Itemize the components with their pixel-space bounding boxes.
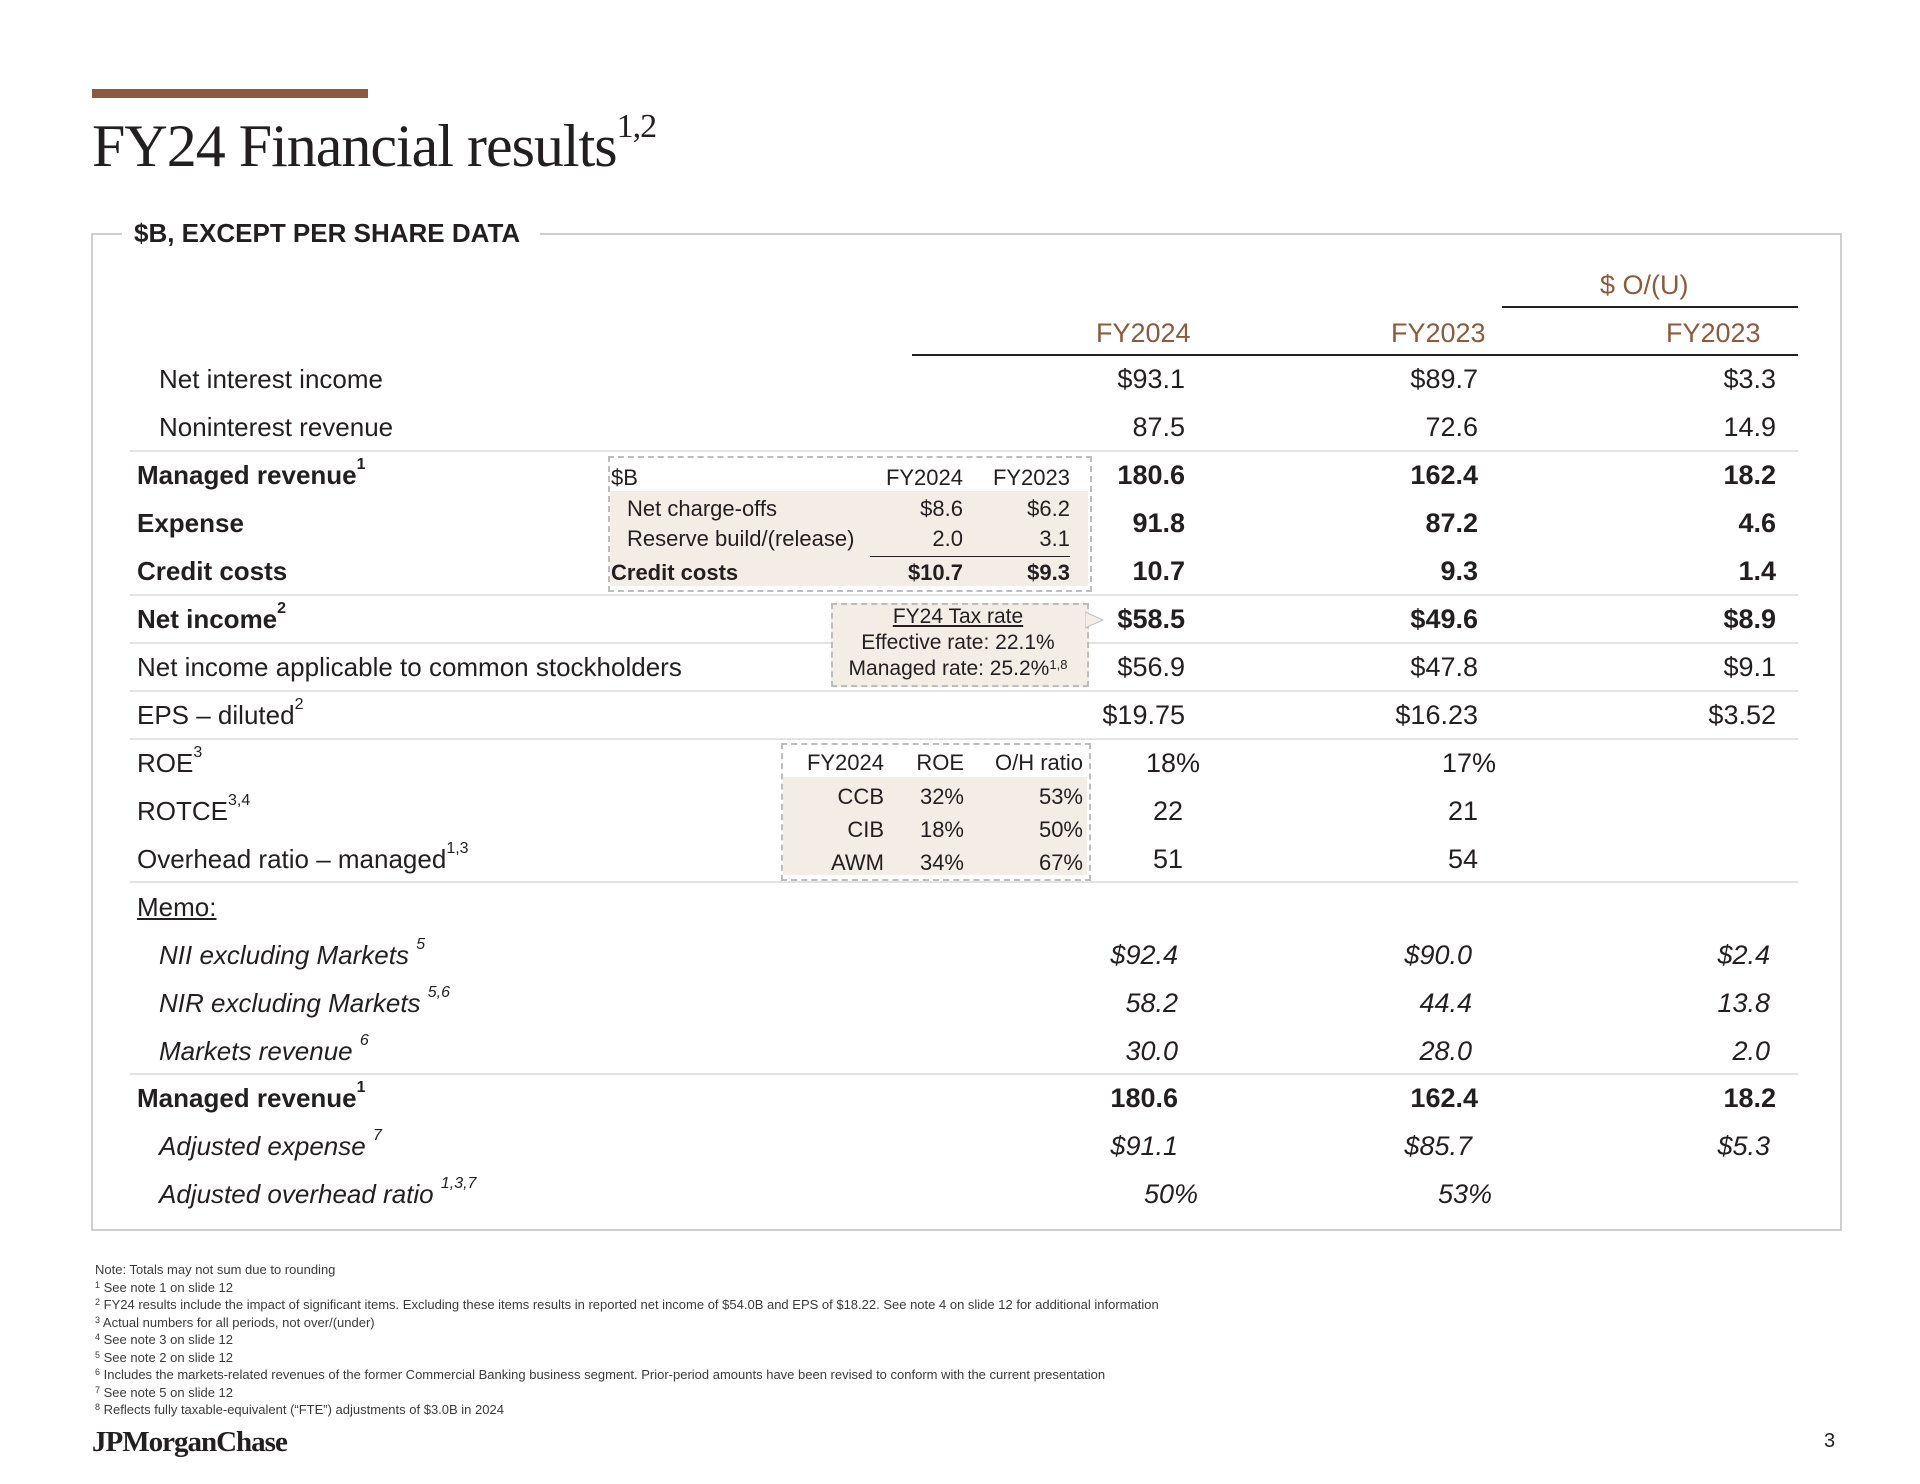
credit-inset-total-value: $10.7	[907, 560, 963, 585]
cell-fy2024: 180.6	[1117, 460, 1185, 490]
footnote: $^1$ See note 1 on slide 12	[95, 1280, 234, 1295]
cell-variance: $3.3	[1723, 364, 1776, 394]
cell-variance: 4.6	[1738, 508, 1776, 538]
lob-inset-header: O/H ratio	[994, 750, 1083, 775]
row-label-noninterest-revenue: Noninterest revenue	[159, 412, 394, 442]
lob-inset-cell: CCB	[837, 784, 884, 809]
accent-bar	[92, 89, 368, 98]
lob-inset-cell: 67%	[1038, 850, 1083, 875]
footnote: $^7$ See note 5 on slide 12	[95, 1385, 234, 1400]
cell-fy2023: 21	[1447, 796, 1478, 826]
row-label-eps-diluted: EPS – diluted$^2$	[137, 696, 304, 730]
lob-inset-cell: 32%	[919, 784, 964, 809]
panel-label: $B, EXCEPT PER SHARE DATA	[122, 218, 540, 249]
callout-pointer-icon	[1085, 610, 1107, 630]
row-label-net-interest-income: Net interest income	[159, 364, 383, 394]
credit-inset-total-label: Credit costs	[611, 560, 739, 585]
lob-inset-cell: 53%	[1038, 784, 1083, 809]
cell-fy2023: 17%	[1441, 748, 1496, 778]
cell-fy2024: $58.5	[1117, 604, 1185, 634]
credit-inset-total-value: $9.3	[1027, 560, 1070, 585]
cell-fy2024: $19.75	[1102, 700, 1185, 730]
cell-fy2023: 162.4	[1410, 1083, 1478, 1113]
cell-fy2023: $89.7	[1410, 364, 1478, 394]
footnote: $^5$ See note 2 on slide 12	[95, 1350, 234, 1365]
cell-fy2023: $47.8	[1410, 652, 1478, 682]
cell-variance: 14.9	[1723, 412, 1776, 442]
tax-managed-rate: Managed rate: 25.2%$^{1,8}$	[848, 657, 1068, 680]
credit-inset-unit: $B	[611, 465, 638, 490]
cell-variance: 2.0	[1732, 1036, 1770, 1066]
cell-fy2023: 28.0	[1419, 1036, 1472, 1066]
lob-inset-cell: 50%	[1038, 817, 1083, 842]
cell-fy2024: $91.1	[1110, 1131, 1178, 1161]
tax-rate-title: FY24 Tax rate	[892, 605, 1024, 628]
cell-fy2023: 53%	[1437, 1179, 1492, 1209]
row-label-managed-revenue: Managed revenue$^1$	[137, 456, 366, 490]
page-number: 3	[1824, 1430, 1836, 1452]
cell-variance: 1.4	[1738, 556, 1776, 586]
cell-fy2024: $56.9	[1117, 652, 1185, 682]
credit-inset-value: 2.0	[932, 526, 963, 551]
tax-effective-rate: Effective rate: 22.1%	[861, 631, 1055, 654]
credit-inset-col-fy2024: FY2024	[885, 465, 963, 490]
cell-variance: 18.2	[1723, 460, 1776, 490]
cell-fy2023: 72.6	[1425, 412, 1478, 442]
cell-fy2024: 58.2	[1125, 988, 1178, 1018]
cell-fy2023: 9.3	[1440, 556, 1478, 586]
lob-inset-header: ROE	[916, 750, 964, 775]
row-label-roe: ROE$^3$	[137, 744, 203, 778]
company-logo: JPMorganChase	[92, 1426, 287, 1458]
row-label-nir-ex-markets: NIR excluding Markets $^{5,6}$	[159, 984, 451, 1018]
row-label-expense: Expense	[137, 508, 244, 538]
lob-inset-cell: CIB	[847, 817, 884, 842]
lob-inset-header: FY2024	[806, 750, 884, 775]
credit-inset-total-rule	[870, 556, 1070, 557]
cell-fy2024: $92.4	[1110, 940, 1178, 970]
col-header-fy2024: FY2024	[1096, 318, 1191, 348]
cell-variance: $2.4	[1717, 940, 1770, 970]
row-label-markets-revenue: Markets revenue $^6$	[159, 1032, 369, 1066]
footnote: $^3$ Actual numbers for all periods, not over/(under)	[95, 1315, 375, 1330]
row-label-overhead-ratio: Overhead ratio – managed$^{1,3}$	[137, 840, 469, 874]
cell-fy2023: $49.6	[1410, 604, 1478, 634]
cell-fy2024: 22	[1152, 796, 1183, 826]
cell-fy2024: 50%	[1143, 1179, 1198, 1209]
credit-inset-value: $6.2	[1027, 496, 1070, 521]
cell-fy2023: 162.4	[1410, 460, 1478, 490]
row-label-rotce: ROTCE$^{3,4}$	[137, 792, 251, 826]
cell-fy2024: 10.7	[1132, 556, 1185, 586]
row-separator	[130, 1073, 1798, 1075]
footnote: $^8$ Reflects fully taxable-equivalent (“FTE”) adjustments of $3.0B in 2024	[95, 1402, 504, 1417]
lob-inset-cell: 18%	[919, 817, 964, 842]
row-label-adjusted-overhead-ratio: Adjusted overhead ratio $^{1,3,7}$	[159, 1175, 477, 1209]
lob-inset-cell: 34%	[919, 850, 964, 875]
cell-fy2024: 18%	[1145, 748, 1200, 778]
footnote: $^4$ See note 3 on slide 12	[95, 1332, 234, 1347]
cell-fy2024: 91.8	[1132, 508, 1185, 538]
row-label-credit-costs: Credit costs	[137, 556, 288, 586]
cell-fy2023: $90.0	[1404, 940, 1472, 970]
cell-fy2024: 30.0	[1125, 1036, 1178, 1066]
cell-fy2023: $85.7	[1404, 1131, 1472, 1161]
credit-inset-value: $8.6	[920, 496, 963, 521]
cell-fy2023: $16.23	[1395, 700, 1478, 730]
variance-group-rule	[1502, 306, 1798, 308]
row-separator	[130, 690, 1798, 692]
row-label-managed-revenue-memo: Managed revenue$^1$	[137, 1079, 366, 1113]
row-label-net-income-common: Net income applicable to common stockholders	[137, 652, 682, 682]
cell-fy2023: 44.4	[1419, 988, 1472, 1018]
cell-variance: 13.8	[1717, 988, 1770, 1018]
variance-group-header: $ O/(U)	[1600, 270, 1689, 300]
cell-variance: $8.9	[1723, 604, 1776, 634]
cell-fy2024: $93.1	[1117, 364, 1185, 394]
footnote: $^6$ Includes the markets-related revenues of the former Commercial Banking business segment. Prior-period amounts have been revised to conform with the current presentation	[95, 1367, 1106, 1382]
row-separator	[130, 594, 1798, 596]
row-separator	[130, 881, 1798, 883]
lob-inset-cell: AWM	[831, 850, 884, 875]
cell-variance: $5.3	[1717, 1131, 1770, 1161]
credit-inset-row-label: Net charge-offs	[627, 496, 778, 521]
row-label-nii-ex-markets: NII excluding Markets $^5$	[159, 936, 426, 970]
cell-fy2023: 87.2	[1425, 508, 1478, 538]
row-label-adjusted-expense: Adjusted expense $^7$	[159, 1127, 382, 1161]
credit-inset-col-fy2023: FY2023	[992, 465, 1070, 490]
page-title: FY24 Financial results$^{1,2}$	[92, 108, 657, 179]
col-header-fy2023: FY2023	[1391, 318, 1486, 348]
credit-inset-value: 3.1	[1039, 526, 1070, 551]
row-separator	[130, 738, 1798, 740]
header-rule	[912, 354, 1798, 356]
footnote: $^2$ FY24 results include the impact of significant items. Excluding these items results in reported net income of $54.0B and EPS of $18.22. See note 4 on slide 12 for additional information	[95, 1297, 1159, 1312]
row-label-memo: Memo:	[137, 892, 217, 922]
cell-variance: $3.52	[1708, 700, 1776, 730]
col-header-variance-fy2023: FY2023	[1666, 318, 1761, 348]
cell-fy2024: 180.6	[1110, 1083, 1178, 1113]
row-label-net-income: Net income$^2$	[137, 600, 287, 634]
credit-inset-row-label: Reserve build/(release)	[627, 526, 855, 551]
cell-fy2023: 54	[1447, 844, 1478, 874]
cell-fy2024: 51	[1152, 844, 1183, 874]
cell-fy2024: 87.5	[1132, 412, 1185, 442]
cell-variance: $9.1	[1723, 652, 1776, 682]
cell-variance: 18.2	[1723, 1083, 1776, 1113]
row-separator	[130, 450, 1798, 452]
footnote-note: Note: Totals may not sum due to rounding	[95, 1262, 336, 1277]
